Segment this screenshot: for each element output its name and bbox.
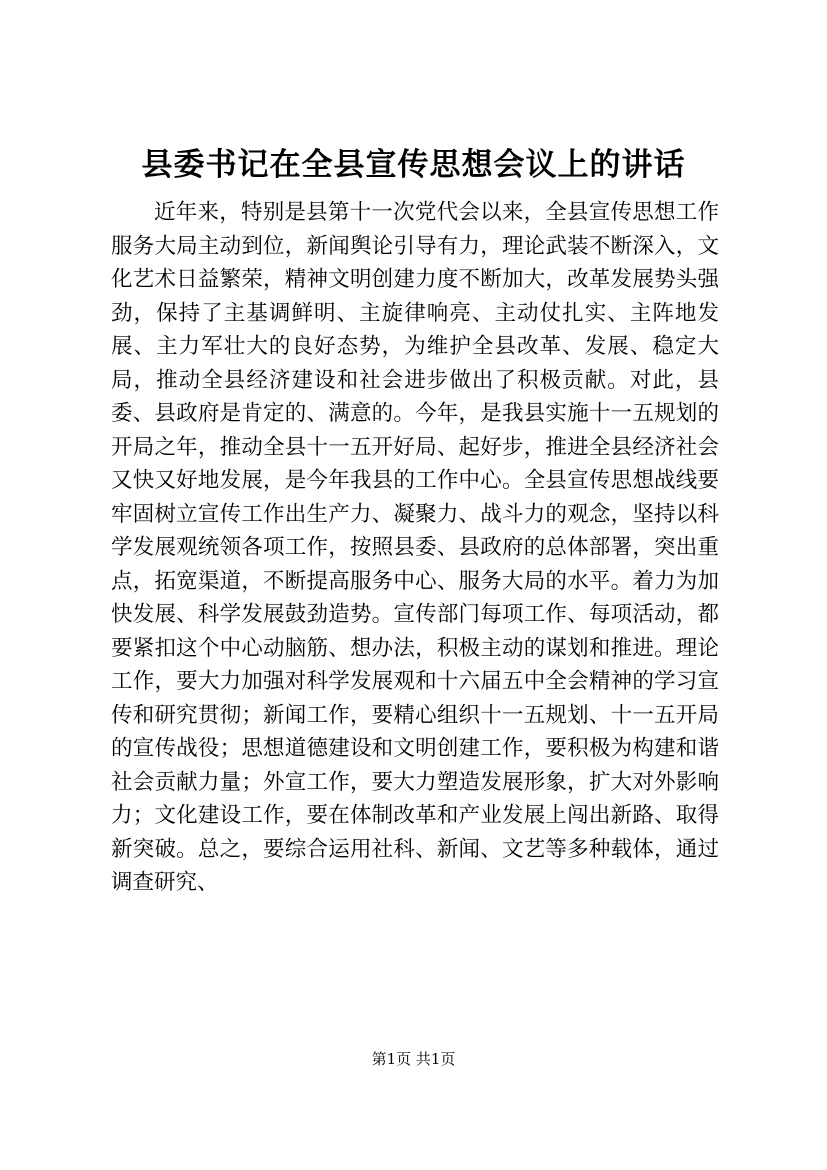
page-number: 第1页 共1页 (371, 1050, 456, 1068)
page-footer (0, 1048, 827, 1070)
document-title: 县委书记在全县宣传思想会议上的讲话 (141, 147, 686, 183)
body-paragraph: 近年来，特别是县第十一次党代会以来，全县宣传思想工作服务大局主动到位，新闻舆论引导有力，理论武装不断深入，文化艺术日益繁荣，精神文明创建力度不断加大，改革发展势头强劲，保持了主基调鲜明、主旋律响亮、主动仗扎实、主阵地发展、主力军壮大的良好态势，为维护全县改革、发展、稳定大局，推动全县经济建设和社会进步做出了积极贡献。对此，县委、县政府是肯定的、满意的。今年，是我县实施十一五规划的开局之年，推动全县十一五开好局、起好步，推进全县经济社会又快又好地发展，是今年我县的工作中心。全县宣传思想战线要牢固树立宣传工作出生产力、凝聚力、战斗力的观念，坚持以科学发展观统领各项工作，按照县委、县政府的总体部署，突出重点，拓宽渠道，不断提高服务中心、服务大局的水平。着力为加快发展、科学发展鼓劲造势。宣传部门每项工作、每项活动，都要紧扣这个中心动脑筋、想办法，积极主动的谋划和推进。理论工作，要大力加强对科学发展观和十六届五中全会精神的学习宣传和研究贯彻；新闻工作，要精心组织十一五规划、十一五开局的宣传战役；思想道德建设和文明创建工作，要积极为构建和谐社会贡献力量；外宣工作，要大力塑造发展形象，扩大对外影响力；文化建设工作，要在体制改革和产业发展上闯出新路、取得新突破。总之，要综合运用社科、新闻、文艺等多种载体，通过调查研究、 (111, 200, 719, 895)
